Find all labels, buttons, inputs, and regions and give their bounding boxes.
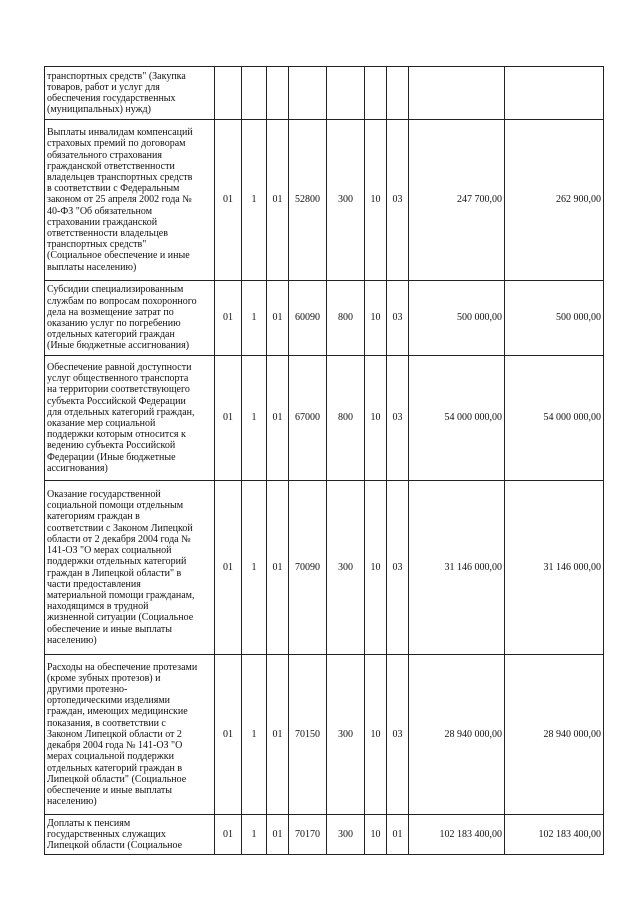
code-program: 01 (215, 655, 242, 815)
code-expense-type: 800 (327, 281, 365, 356)
amount-year-1: 31 146 000,00 (409, 481, 505, 655)
code-subsection (387, 67, 409, 120)
amount-year-2: 54 000 000,00 (505, 356, 604, 481)
table-row (45, 481, 604, 655)
row-description: Субсидии специализированным службам по вопросам похоронного дела на возмещение затрат по оказанию услуг по погребению отдельных категорий граждан (Иные бюджетные ассигнования) (45, 281, 215, 356)
code-expense-type: 300 (327, 481, 365, 655)
code-subprogram: 1 (242, 655, 267, 815)
row-description: Обеспечение равной доступности услуг общественного транспорта на территории соответствующего субъекта Российской Федерации для отдельных категорий граждан, оказание мер социальной поддержки которым относится к ведению субъекта Российской Федерации (Иные бюджетные ассигнования) (45, 356, 215, 481)
code-main-activity: 01 (267, 120, 289, 281)
code-program: 01 (215, 481, 242, 655)
row-description: Расходы на обеспечение протезами (кроме зубных протезов) и другими протезно- ортопедическими изделиями граждан, имеющих медицинские показания, в соответствии с Законом Липецкой области от 2 декабря 2004 года № 141-ОЗ "О мерах социальной поддержки отдельных категорий граждан в Липецкой области" (Социальное обеспечение и иные выплаты населению) (45, 655, 215, 815)
code-direction: 70150 (289, 655, 327, 815)
code-expense-type: 300 (327, 815, 365, 855)
code-direction: 60090 (289, 281, 327, 356)
code-subsection: 03 (387, 481, 409, 655)
code-main-activity: 01 (267, 356, 289, 481)
code-main-activity: 01 (267, 655, 289, 815)
table-row (45, 815, 604, 855)
row-description: Оказание государственной социальной помощи отдельным категориям граждан в соответствии с Законом Липецкой области от 2 декабря 2004 года № 141-ОЗ "О мерах социальной поддержки отдельных категорий граждан в Липецкой области" в части предоставления материальной помощи гражданам, находящимся в трудной жизненной ситуации (Социальное обеспечение и иные выплаты населению) (45, 481, 215, 655)
amount-year-1 (409, 67, 505, 120)
table-row (45, 281, 604, 356)
table-row (45, 655, 604, 815)
budget-table (44, 66, 604, 855)
code-expense-type: 300 (327, 120, 365, 281)
amount-year-1: 102 183 400,00 (409, 815, 505, 855)
code-section: 10 (365, 356, 387, 481)
amount-year-2: 102 183 400,00 (505, 815, 604, 855)
code-program: 01 (215, 281, 242, 356)
code-program: 01 (215, 356, 242, 481)
amount-year-2: 31 146 000,00 (505, 481, 604, 655)
code-expense-type (327, 67, 365, 120)
code-subsection: 03 (387, 655, 409, 815)
code-subsection: 03 (387, 120, 409, 281)
code-section: 10 (365, 655, 387, 815)
code-expense-type: 800 (327, 356, 365, 481)
amount-year-1: 28 940 000,00 (409, 655, 505, 815)
code-subsection: 03 (387, 356, 409, 481)
table-body (45, 67, 604, 855)
amount-year-2: 28 940 000,00 (505, 655, 604, 815)
code-section: 10 (365, 815, 387, 855)
amount-year-1: 500 000,00 (409, 281, 505, 356)
code-main-activity (267, 67, 289, 120)
code-main-activity: 01 (267, 281, 289, 356)
table-row (45, 120, 604, 281)
row-description: Выплаты инвалидам компенсаций страховых премий по договорам обязательного страхования гражданской ответственности владельцев транспортных средств в соответствии с Федеральным законом от 25 апреля 2002 года № 40-ФЗ "Об обязательном страховании гражданской ответственности владельцев транспортных средств" (Социальное обеспечение и иные выплаты населению) (45, 120, 215, 281)
row-description: Доплаты к пенсиям государственных служащих Липецкой области (Социальное (45, 815, 215, 855)
code-direction: 52800 (289, 120, 327, 281)
code-expense-type: 300 (327, 655, 365, 815)
row-description: транспортных средств" (Закупка товаров, работ и услуг для обеспечения государственных (муниципальных) нужд) (45, 67, 215, 120)
code-direction: 67000 (289, 356, 327, 481)
table-row (45, 67, 604, 120)
code-subprogram: 1 (242, 356, 267, 481)
code-section: 10 (365, 281, 387, 356)
code-direction (289, 67, 327, 120)
amount-year-2 (505, 67, 604, 120)
code-section: 10 (365, 120, 387, 281)
code-program: 01 (215, 120, 242, 281)
code-subprogram: 1 (242, 120, 267, 281)
amount-year-1: 247 700,00 (409, 120, 505, 281)
code-subsection: 03 (387, 281, 409, 356)
code-main-activity: 01 (267, 815, 289, 855)
code-direction: 70090 (289, 481, 327, 655)
code-subprogram: 1 (242, 281, 267, 356)
amount-year-1: 54 000 000,00 (409, 356, 505, 481)
amount-year-2: 500 000,00 (505, 281, 604, 356)
code-section (365, 67, 387, 120)
code-subsection: 01 (387, 815, 409, 855)
code-subprogram: 1 (242, 815, 267, 855)
code-subprogram (242, 67, 267, 120)
code-direction: 70170 (289, 815, 327, 855)
code-subprogram: 1 (242, 481, 267, 655)
code-section: 10 (365, 481, 387, 655)
code-program: 01 (215, 815, 242, 855)
amount-year-2: 262 900,00 (505, 120, 604, 281)
table-row (45, 356, 604, 481)
code-program (215, 67, 242, 120)
code-main-activity: 01 (267, 481, 289, 655)
